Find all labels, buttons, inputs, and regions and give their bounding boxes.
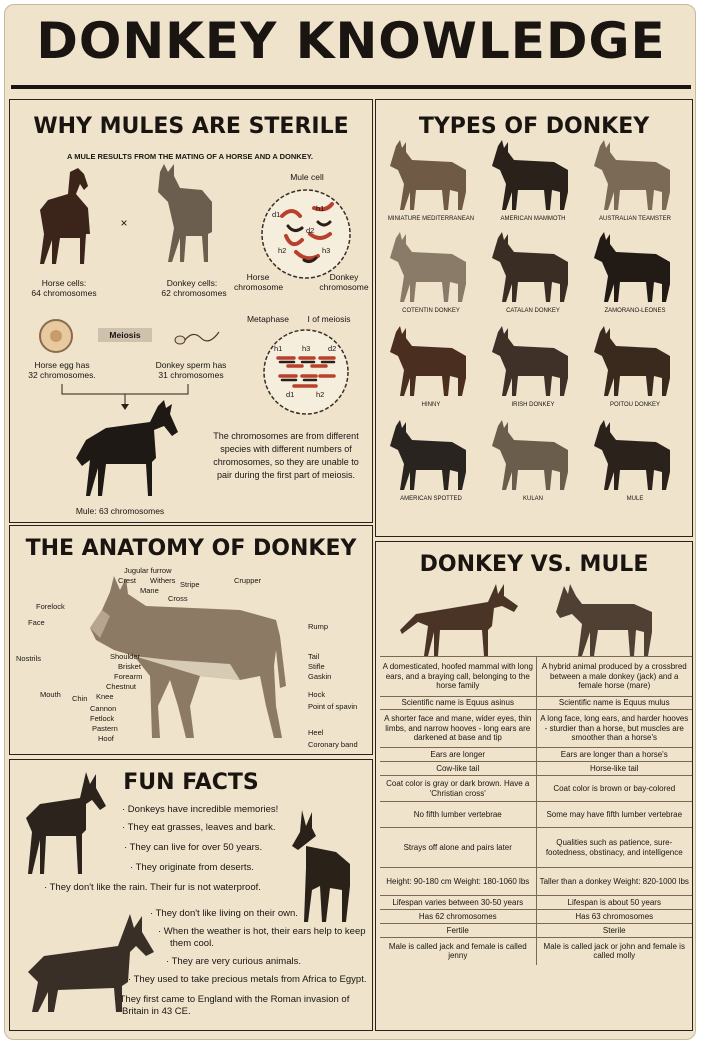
donkey-vs-mule-table: [380, 656, 692, 965]
donkey-cell: Ears are longer: [380, 748, 536, 762]
cell-label-h1: h1: [316, 204, 325, 213]
table-row: [380, 657, 692, 697]
fun-fact: · They don't like the rain. Their fur is not waterproof.: [44, 882, 261, 893]
donkey-type-label: CATALAN DONKEY: [506, 308, 560, 314]
donkey-sperm-label: Donkey sperm has: [155, 360, 227, 370]
panel-heading: DONKEY VS. MULE: [419, 552, 649, 577]
anatomy-label-mane: Mane: [140, 586, 159, 595]
cell-label-d1: d1: [272, 210, 281, 219]
donkey-compare-illustration: [398, 582, 526, 658]
anatomy-label-crest: Crest: [118, 576, 136, 585]
donkey-type-illustration: [386, 140, 476, 212]
donkey-type-illustration: [590, 232, 680, 304]
donkey-cell: Cow-like tail: [380, 762, 536, 776]
anatomy-label-rump: Rump: [308, 622, 329, 631]
metaphase-cell-diagram: [258, 326, 354, 418]
anatomy-label-brisket: Brisket: [118, 662, 141, 671]
table-row: [380, 828, 692, 868]
panel-anatomy: [9, 525, 373, 755]
anatomy-label-hoof: Hoof: [98, 734, 114, 743]
horse-silhouette: [30, 164, 100, 274]
donkey-type-label: MULE: [626, 496, 644, 502]
donkey-cell: Coat color is gray or dark brown. Have a 'Christian cross': [380, 776, 536, 802]
cell-label-h3: h3: [322, 246, 331, 255]
anatomy-label-coronary: Coronary band: [308, 740, 358, 749]
table-row: [380, 697, 692, 710]
fun-fact: · They are very curious animals.: [166, 956, 301, 967]
anatomy-label-stripe: Stripe: [180, 580, 200, 589]
anatomy-label-face: Face: [28, 618, 45, 627]
mule-chromosomes: Mule: 63 chromosomes: [75, 506, 165, 516]
mule-cell: Has 63 chromosomes: [536, 910, 692, 924]
table-row: [380, 802, 692, 828]
donkey-cell: A shorter face and mane, wider eyes, thin limbs, and narrow hooves - long ears are darkened at base and tip: [380, 710, 536, 748]
fun-fact: · When the weather is hot, their ears help to keep: [158, 926, 366, 937]
table-row: [380, 762, 692, 776]
mule-cell: Lifespan is about 50 years: [536, 896, 692, 910]
donkey-cell: Lifespan varies between 30-50 years: [380, 896, 536, 910]
table-row: [380, 776, 692, 802]
meta-label-d1: d1: [286, 390, 295, 399]
donkey-type-illustration: [590, 140, 680, 212]
panel-heading: FUN FACTS: [123, 770, 259, 795]
mule-cell: Sterile: [536, 924, 692, 938]
fun-fact: · They don't like living on their own.: [150, 908, 298, 919]
cross-symbol: ×: [120, 216, 128, 230]
fun-fact: · They used to take precious metals from Africa to Egypt.: [128, 974, 367, 985]
panel-types: [375, 99, 693, 537]
anatomy-label-nostrils: Nostrils: [16, 654, 42, 663]
horse-egg-label: Horse egg has: [34, 360, 90, 370]
mule-cell-label: Mule cell: [290, 172, 324, 182]
anatomy-label-stifle: Stifle: [308, 662, 325, 671]
donkey-cell: A domesticated, hoofed mammal with long ears, and a braying call, belonging to the horse family: [380, 657, 536, 697]
anatomy-label-withers: Withers: [150, 576, 176, 585]
mule-cell: Some may have fifth lumber vertebrae: [536, 802, 692, 828]
fun-fact: · They eat grasses, leaves and bark.: [122, 822, 276, 833]
donkey-foal-illustration: [286, 806, 366, 926]
panel-fun-facts: [9, 759, 373, 1031]
fun-fact: Britain in 43 CE.: [122, 1006, 191, 1017]
table-row: [380, 896, 692, 910]
panel-heading: TYPES OF DONKEY: [418, 114, 650, 139]
donkey-type-label: IRISH DONKEY: [511, 402, 555, 408]
anatomy-label-heel: Heel: [308, 728, 324, 737]
anatomy-label-pastern: Pastern: [92, 724, 118, 733]
panel-mules-sterile: [9, 99, 373, 523]
donkey-cell: Height: 90-180 cm Weight: 180-1060 lbs: [380, 868, 536, 896]
table-row: [380, 748, 692, 762]
anatomy-label-gaskin: Gaskin: [308, 672, 332, 681]
donkey-cells-label: Donkey cells:: [166, 278, 218, 288]
donkey-type-label: KULAN: [522, 496, 543, 502]
donkey-cell: No fifth lumber vertebrae: [380, 802, 536, 828]
horse-cells-label: Horse cells:: [41, 278, 87, 288]
page-title: DONKEY KNOWLEDGE: [36, 12, 666, 70]
donkey-silhouette: [150, 162, 220, 272]
meta-label-h1: h1: [274, 344, 283, 353]
metaphase-label: Metaphase: [246, 314, 290, 324]
donkey-cell: Male is called jack and female is called jenny: [380, 938, 536, 965]
anatomy-label-jugular: Jugular furrow: [124, 566, 172, 575]
anatomy-label-crupper: Crupper: [234, 576, 262, 585]
donkey-type-illustration: [488, 326, 578, 398]
anatomy-label-shoulder: Shoulder: [110, 652, 141, 661]
horse-chromosomes: 64 chromosomes: [31, 288, 97, 298]
meiosis-badge: Meiosis: [98, 328, 152, 342]
donkey-type-illustration: [488, 140, 578, 212]
anatomy-label-chestnut: Chestnut: [106, 682, 137, 691]
mule-cell: A hybrid animal produced by a crossbred between a male donkey (jack) and a female horse (mare): [536, 657, 692, 697]
donkey-type-illustration: [590, 326, 680, 398]
fun-fact: · They originate from deserts.: [130, 862, 254, 873]
anatomy-label-tail: Tail: [308, 652, 320, 661]
anatomy-label-fetlock: Fetlock: [90, 714, 115, 723]
donkey-type-label: AUSTRALIAN TEAMSTER: [599, 216, 671, 222]
anatomy-label-forelock: Forelock: [36, 602, 65, 611]
donkey-cell: Scientific name is Equus asinus: [380, 697, 536, 710]
of-meiosis-label: I of meiosis: [307, 314, 351, 324]
mule-cell: Ears are longer than a horse's: [536, 748, 692, 762]
donkey-type-label: AMERICAN SPOTTED: [400, 496, 462, 502]
anatomy-label-cannon: Cannon: [90, 704, 117, 713]
donkey-type-label: ZAMORANO-LEONES: [604, 308, 666, 314]
sperm-icon: [172, 322, 222, 352]
mule-cell: A long face, long ears, and harder hooves - sturdier than a horse, but muscles are smoother than a horse's: [536, 710, 692, 748]
anatomy-label-mouth: Mouth: [40, 690, 61, 699]
egg-icon: [38, 318, 74, 354]
anatomy-label-hock: Hock: [308, 690, 326, 699]
mule-compare-illustration: [554, 582, 674, 658]
donkey-type-illustration: [488, 232, 578, 304]
fun-fact: · Donkeys have incredible memories!: [122, 804, 279, 815]
mule-cell: Horse-like tail: [536, 762, 692, 776]
panel-heading: WHY MULES ARE STERILE: [33, 114, 349, 139]
cell-label-d2: d2: [306, 226, 315, 235]
donkey-chromosomes: 62 chromosomes: [161, 288, 227, 298]
anatomy-label-chin: Chin: [72, 694, 88, 703]
horse-chromosome-label: Horse chromosome: [234, 272, 284, 292]
donkey-standing-illustration: [20, 770, 110, 880]
donkey-type-illustration: [590, 420, 680, 492]
table-row: [380, 710, 692, 748]
anatomy-label-cross: Cross: [168, 594, 188, 603]
table-row: [380, 910, 692, 924]
donkey-chromosome-label: Donkey chromosome: [319, 272, 369, 292]
donkey-type-illustration: [386, 420, 476, 492]
donkey-type-label: HINNY: [421, 402, 441, 408]
donkey-type-illustration: [488, 420, 578, 492]
meta-label-d2: d2: [328, 344, 337, 353]
donkey-type-label: COTENTIN DONKEY: [402, 308, 460, 314]
fun-fact: · They can live for over 50 years.: [124, 842, 263, 853]
table-row: [380, 924, 692, 938]
donkey-type-illustration: [386, 232, 476, 304]
intro-text: A MULE RESULTS FROM THE MATING OF A HORSE AND A DONKEY.: [67, 152, 313, 161]
table-row: [380, 938, 692, 965]
title-underline: [11, 85, 691, 89]
anatomy-label-knee: Knee: [96, 692, 114, 701]
cell-label-h2: h2: [278, 246, 287, 255]
donkey-type-illustration: [386, 326, 476, 398]
meta-label-h3: h3: [302, 344, 311, 353]
donkey-type-label: POITOU DONKEY: [610, 402, 660, 408]
poster: [4, 4, 696, 1040]
donkey-type-label: MINIATURE MEDITERRANEAN: [387, 216, 475, 222]
mule-silhouette: [66, 400, 186, 500]
fun-fact: them cool.: [170, 938, 214, 949]
table-row: [380, 868, 692, 896]
mule-cell: Male is called jack or john and female is called molly: [536, 938, 692, 965]
panel-heading: THE ANATOMY OF DONKEY: [25, 536, 357, 561]
donkey-cell: Strays off alone and pairs later: [380, 828, 536, 868]
meta-label-h2: h2: [316, 390, 325, 399]
mule-cell: Taller than a donkey Weight: 820-1000 lbs: [536, 868, 692, 896]
donkey-cell: Has 62 chromosomes: [380, 910, 536, 924]
mule-cell: Scientific name is Equus mulus: [536, 697, 692, 710]
sterility-explanation: The chromosomes are from different species with different numbers of chromosomes, so they are unable to pair during the first part of meiosis.: [213, 431, 359, 480]
donkey-sperm-count: 31 chromosomes: [158, 370, 224, 380]
anatomy-label-forearm: Forearm: [114, 672, 143, 681]
horse-egg-count: 32 chromosomes.: [28, 370, 96, 380]
anatomy-label-spavin: Point of spavin: [308, 702, 358, 711]
donkey-cell: Fertile: [380, 924, 536, 938]
donkey-type-label: AMERICAN MAMMOTH: [500, 216, 566, 222]
mule-cell: Coat color is brown or bay-colored: [536, 776, 692, 802]
fun-fact: · They first came to England with the Roman invasion of: [114, 994, 350, 1005]
mule-cell: Qualities such as patience, sure-footedness, obstinacy, and intelligence: [536, 828, 692, 868]
